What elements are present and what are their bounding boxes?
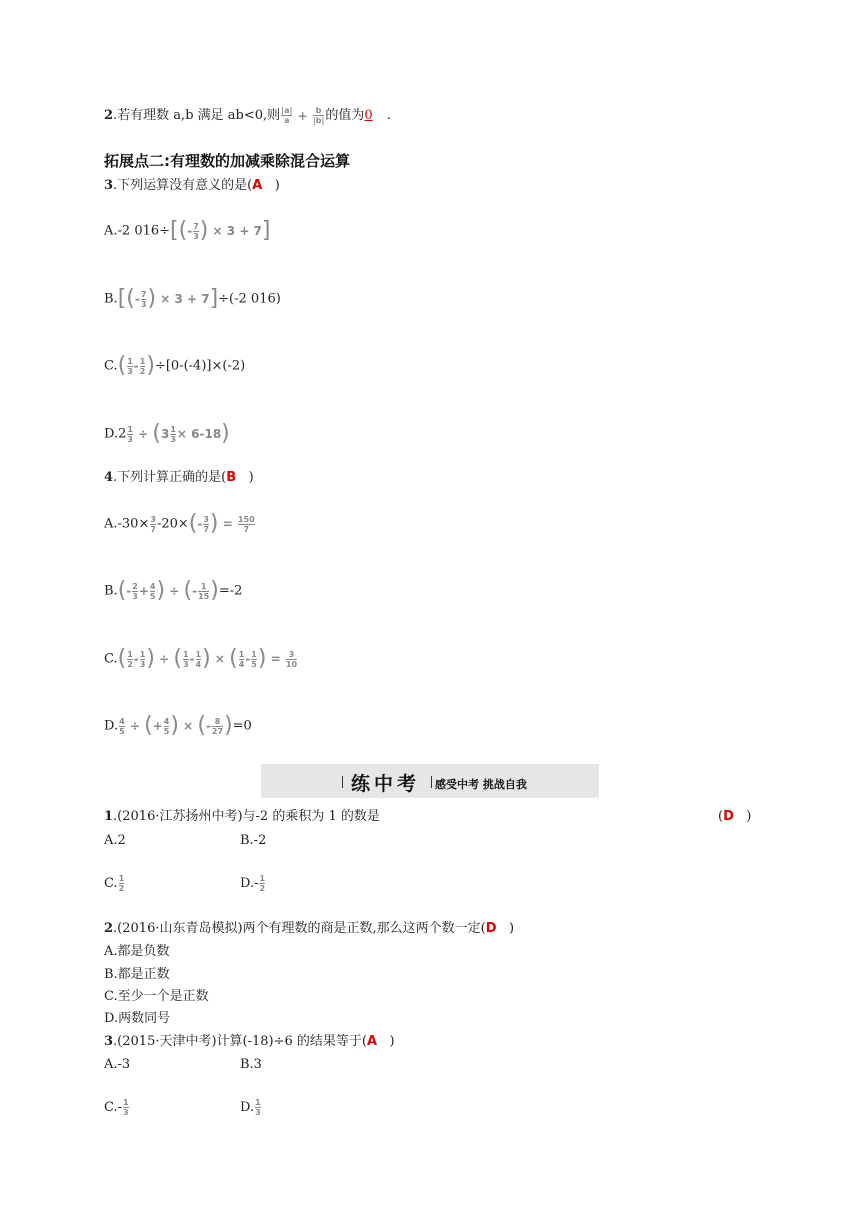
- option-text: =-2: [218, 583, 243, 599]
- option-label: C.: [104, 358, 118, 374]
- option-d: D.两数同号: [104, 1011, 171, 1026]
- formula: $\frac{1}{2}$: [118, 874, 125, 893]
- banner-title: 练中考: [351, 773, 421, 795]
- question-2: [104, 106, 391, 125]
- option-d: [104, 715, 252, 737]
- option-a: A.2: [104, 833, 126, 848]
- option-c: [104, 355, 245, 377]
- answer: D: [485, 921, 497, 936]
- paren-close: ): [248, 470, 254, 485]
- question-number: 2: [104, 921, 114, 936]
- formula: $\frac{3}{7}$: [150, 514, 156, 534]
- paren-close: ): [274, 178, 280, 193]
- question-text-2: 的值为: [325, 108, 365, 123]
- option-a: A.都是负数: [104, 944, 170, 959]
- section-title: 拓展点二:有理数的加减乘除混合运算: [104, 152, 351, 170]
- option-b: B.都是正数: [104, 967, 170, 982]
- option-label: D.: [104, 718, 119, 734]
- exam-question-1: [104, 808, 380, 826]
- option-label: B.: [104, 291, 118, 307]
- option-c: [104, 1098, 130, 1117]
- question-number: 2: [104, 108, 114, 123]
- option-d: [104, 423, 230, 445]
- option-b: [104, 580, 242, 602]
- formula: ( - $\frac{2}{3}$ + $\frac{4}{5}$ ) ÷ ( - $\frac{1}{15}$ ): [117, 578, 219, 603]
- divider: [342, 776, 343, 788]
- answer: D: [723, 809, 734, 824]
- paren-open: (: [718, 809, 724, 824]
- formula: [ ( - $\frac{7}{3}$ ) × 3 + 7 ]: [117, 286, 219, 311]
- option-a: [104, 220, 271, 242]
- question-3: [104, 177, 280, 195]
- question-number: 4: [104, 470, 114, 485]
- question-number: 1: [104, 809, 114, 824]
- answer: A: [252, 178, 263, 193]
- formula: $\frac{4}{5}$ ÷ ( + $\frac{4}{5}$ ) × ( - $\frac{8}{27}$ ): [119, 713, 233, 738]
- question-text: .(2016·江苏扬州中考)与-2 的乘积为 1 的数是: [113, 809, 380, 824]
- question-text: .若有理数 a,b 满足 ab<0,则: [113, 108, 281, 123]
- option-label: A.-2 016÷: [104, 223, 171, 239]
- period: .: [386, 108, 391, 123]
- option-label: D.: [240, 1100, 255, 1115]
- option-a: A.-3: [104, 1057, 131, 1072]
- formula-2: ( - $\frac{3}{7}$ ) = $\frac{150}{7}$: [188, 511, 255, 536]
- answer-bracket: [718, 808, 751, 826]
- question-text: .下列运算没有意义的是(: [113, 178, 253, 193]
- formula: $\frac{1}{3}$ ÷ ( 3 $\frac{1}{3}$ × 6-18 ): [127, 421, 230, 446]
- option-label: B.: [104, 583, 118, 599]
- option-label: C.: [104, 876, 118, 891]
- formula: ( $\frac{1}{2}$ - $\frac{1}{3}$ ) ÷ ( $\frac{1}{3}$ - $\frac{1}{4}$ ) × ( $\frac{1}{4}$ - $\frac{1}{5}$ ) = $\frac{3}{10}$: [117, 646, 298, 671]
- answer: 0: [364, 108, 373, 123]
- question-number: 3: [104, 178, 114, 193]
- option-c: [104, 648, 298, 670]
- option-b: B.-2: [240, 833, 267, 848]
- answer: A: [367, 1034, 378, 1049]
- option-b: [104, 288, 281, 310]
- section-banner: [261, 764, 599, 798]
- exam-question-2: [104, 920, 514, 938]
- option-b: B.3: [240, 1057, 262, 1072]
- option-text: ÷[0-(-4)]×(-2): [154, 358, 246, 374]
- option-a: [104, 513, 256, 535]
- question-number: 3: [104, 1034, 114, 1049]
- exam-question-3: [104, 1033, 395, 1051]
- question-text: .下列计算正确的是(: [113, 470, 227, 485]
- option-label: D.-: [240, 876, 259, 891]
- option-c: [104, 874, 125, 893]
- formula-abs-a-over-a: $\frac{|a|}{a}$ + $\frac{b}{|b|}$: [281, 106, 325, 125]
- option-d: [240, 874, 266, 893]
- formula: ( $\frac{1}{3}$ - $\frac{1}{2}$ ): [117, 353, 155, 378]
- formula: $\frac{1}{2}$: [259, 874, 266, 893]
- divider: [431, 776, 432, 788]
- option-label: A.-30×: [104, 516, 150, 532]
- paren-close: ): [508, 921, 515, 936]
- option-label: C.-: [104, 1100, 123, 1115]
- question-text: .(2016·山东青岛模拟)两个有理数的商是正数,那么这两个数一定(: [113, 921, 486, 936]
- option-text: -20×: [156, 516, 189, 532]
- option-text: =0: [232, 718, 252, 734]
- option-label: D.2: [104, 426, 127, 442]
- answer: B: [226, 470, 237, 485]
- question-text: .(2015·天津中考)计算(-18)÷6 的结果等于(: [113, 1034, 367, 1049]
- formula: $\frac{1}{3}$: [255, 1098, 261, 1117]
- option-text: ÷(-2 016): [218, 291, 281, 307]
- paren-close: ): [389, 1034, 395, 1049]
- banner-subtitle: 感受中考 挑战自我: [435, 778, 527, 791]
- paren-close: ): [746, 809, 752, 824]
- option-c: C.至少一个是正数: [104, 989, 209, 1004]
- question-4: [104, 469, 254, 487]
- formula: [ ( - $\frac{7}{3}$ ) × 3 + 7 ]: [170, 218, 271, 243]
- option-label: C.: [104, 651, 118, 667]
- option-d: [240, 1098, 262, 1117]
- formula: $\frac{1}{3}$: [123, 1098, 129, 1117]
